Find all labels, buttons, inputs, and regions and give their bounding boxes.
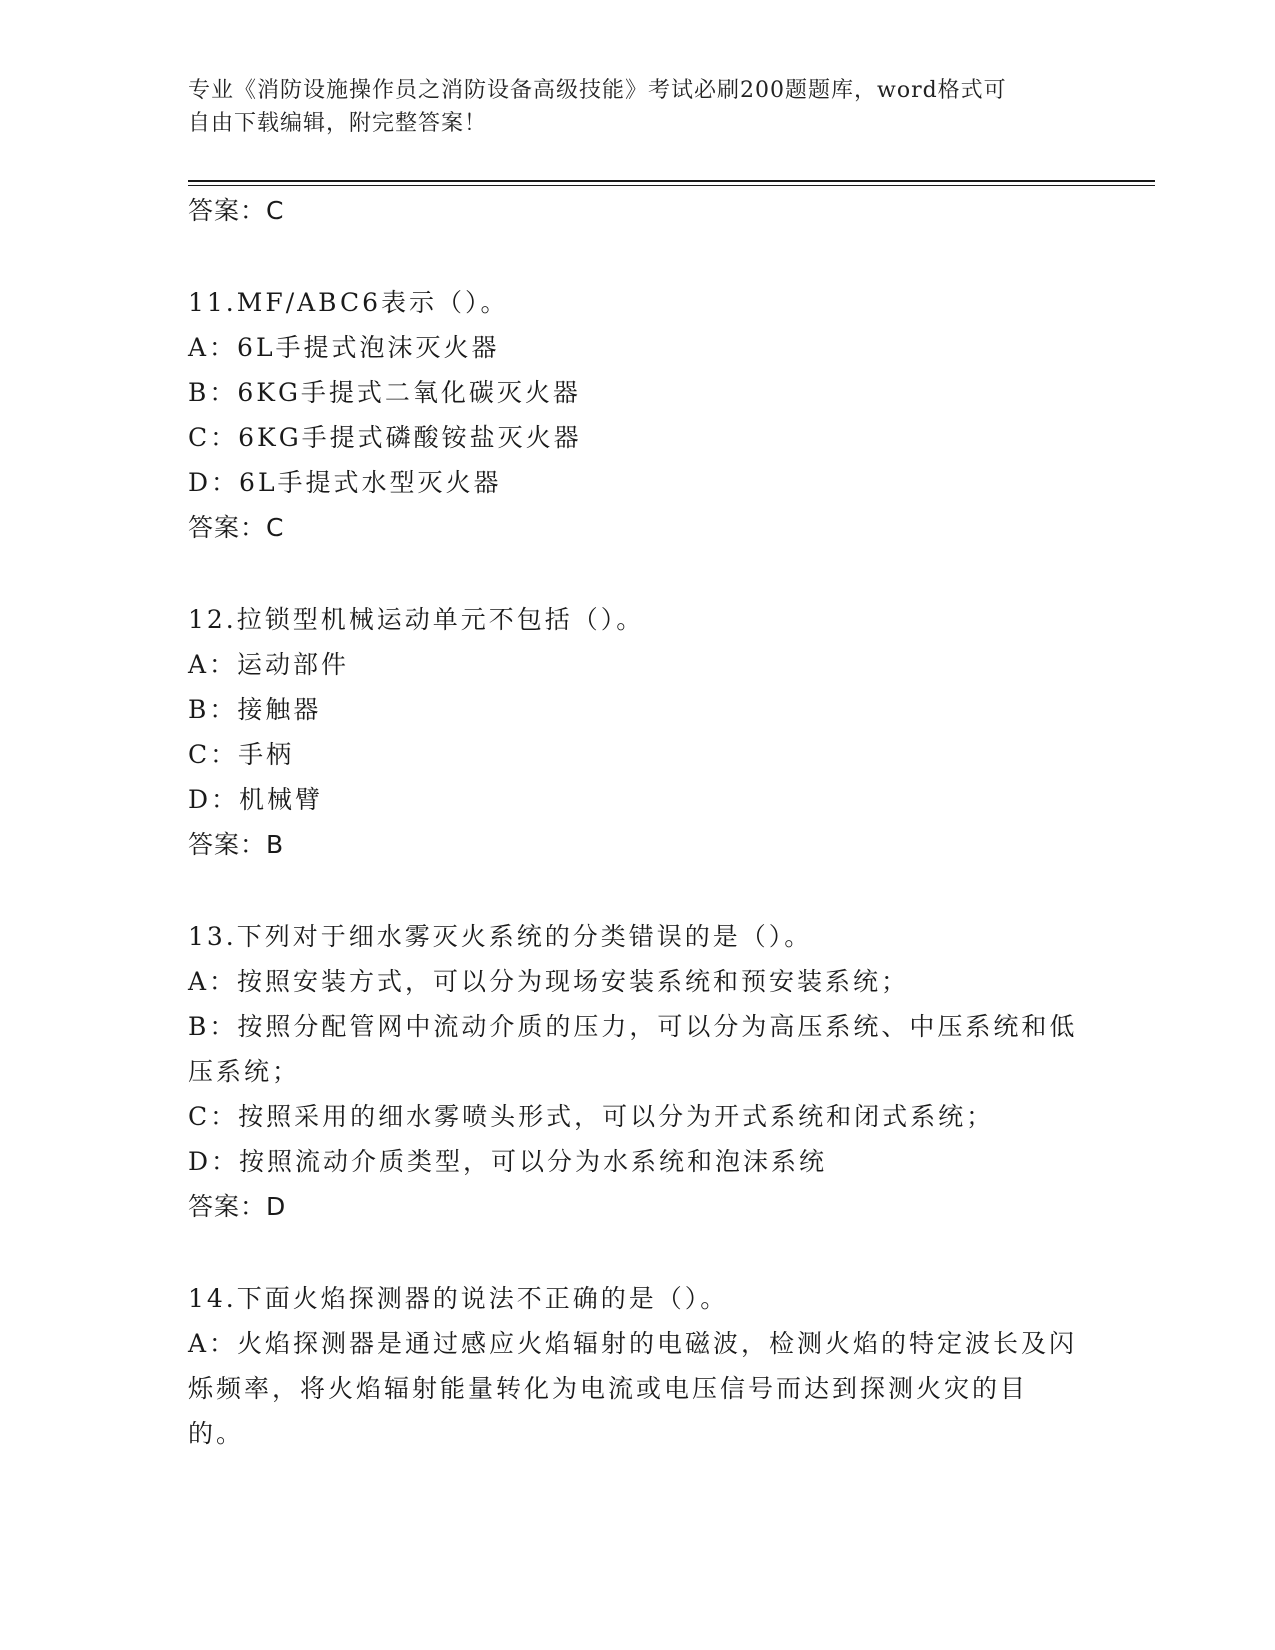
option-d: D：按照流动介质类型，可以分为水系统和泡沫系统: [188, 1147, 828, 1176]
question-item: [188, 914, 1088, 1229]
question-list: [188, 188, 1088, 1456]
spacer: [188, 1229, 1088, 1276]
question-stem: 12.拉锁型机械运动单元不包括（）。: [188, 605, 645, 634]
option-a: A：运动部件: [188, 650, 350, 679]
header-rule-thick: [188, 180, 1155, 182]
question-item: [188, 1276, 1088, 1456]
option-a: A：按照安装方式，可以分为现场安装系统和预安装系统；: [188, 967, 910, 996]
answer-line: 答案：B: [188, 830, 285, 859]
spacer: [188, 550, 1088, 597]
question-item: [188, 597, 1088, 867]
option-a: A：火焰探测器是通过感应火焰辐射的电磁波，检测火焰的特定波长及闪烁频率，将火焰辐射能量转化为电流或电压信号而达到探测火灾的目的。: [188, 1329, 1078, 1448]
header-line-1: 专业《消防设施操作员之消防设备高级技能》考试必刷200题题库，word格式可: [188, 78, 1007, 103]
option-b: B：接触器: [188, 695, 322, 724]
option-b: B：6KG手提式二氧化碳灭火器: [188, 378, 581, 407]
header-line-2: 自由下载编辑，附完整答案！: [188, 111, 488, 136]
option-c: C：手柄: [188, 740, 295, 769]
question-item: [188, 280, 1088, 550]
question-stem: 14.下面火焰探测器的说法不正确的是（）。: [188, 1284, 729, 1313]
question-stem: 13.下列对于细水雾灭火系统的分类错误的是（）。: [188, 922, 813, 951]
option-c: C：按照采用的细水雾喷头形式，可以分为开式系统和闭式系统；: [188, 1102, 995, 1131]
option-b: B：按照分配管网中流动介质的压力，可以分为高压系统、中压系统和低压系统；: [188, 1012, 1078, 1086]
question-stem: 11.MF/ABC6表示（）。: [188, 288, 509, 317]
option-c: C：6KG手提式磷酸铵盐灭火器: [188, 423, 582, 452]
option-d: D：6L手提式水型灭火器: [188, 468, 502, 497]
answer-line: 答案：C: [188, 513, 285, 542]
spacer: [188, 867, 1088, 914]
answer-line: 答案：C: [188, 196, 285, 225]
header-rule-thin: [188, 185, 1155, 186]
spacer: [188, 233, 1088, 280]
answer-line: 答案：D: [188, 1192, 287, 1221]
option-a: A：6L手提式泡沫灭火器: [188, 333, 500, 362]
option-d: D：机械臂: [188, 785, 324, 814]
document-header: [188, 74, 1088, 140]
